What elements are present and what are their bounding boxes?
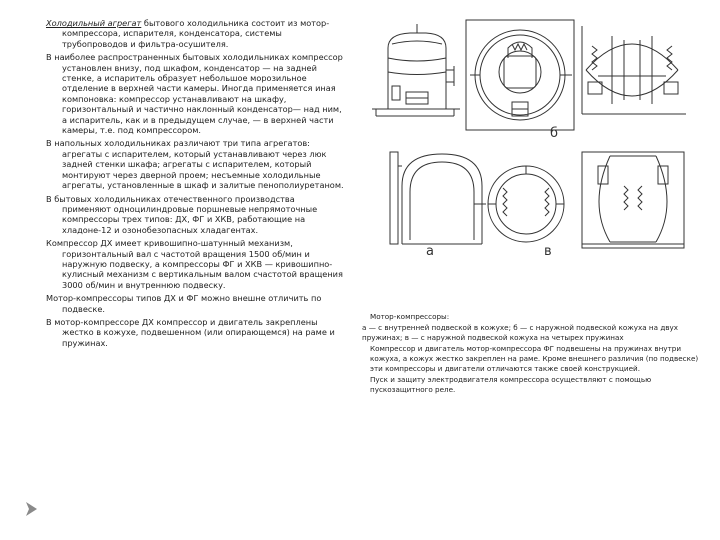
technical-drawing bbox=[362, 16, 692, 268]
paragraph-2: В наиболее распространенных бытовых холодильниках компрессор установлен внизу, под шкафом, конденсатор — на задней стенке, а испаритель образует небольшое морозильное отделение в верхней части камеры. Иногда применяется иная компоновка: компрессор устанавливают на шкафу, горизонтальный и частично наклонный конденсатор— над ним, а испаритель, как и в предыдущем случае, — в верхней части камеры, т.е. под компрессором. bbox=[46, 52, 343, 136]
caption-title: Мотор-компрессоры: bbox=[370, 312, 450, 321]
term-refrigeration-unit: Холодильный агрегат bbox=[46, 18, 142, 28]
main-text-column bbox=[46, 18, 346, 351]
figure-label-b: б bbox=[550, 126, 559, 141]
figure-caption bbox=[362, 312, 702, 396]
paragraph-3: В напольных холодильниках различают три типа агрегатов: агрегаты с испарителем, который устанавливают через люк задней стенки шкафа; агрегаты с испарителем, который монтируют через дверной проем; несъемные холодильные агрегаты, установленные в шкаф и залитые пенополиуретаном. bbox=[46, 138, 344, 191]
figure-label-a: а bbox=[426, 244, 434, 259]
caption-start-relay: Пуск и защиту электродвигателя компрессора осуществляют с помощью пускозащитного реле. bbox=[370, 375, 652, 394]
drawing-compressor-v bbox=[582, 152, 684, 248]
paragraph-5: Компрессор ДХ имеет кривошипно-шатунный механизм, горизонтальный вал с частотой вращения 1500 об/мин и наружную подвеску, а компрессоры ФГ и ХКВ — кривошипно-кулисный механизм с вертикальным валом счастотой вращения 3000 об/мин и внутреннюю подвеску. bbox=[46, 238, 343, 290]
paragraph-1-text: бытового холодильника состоит из мотор-компрессора, испарителя, конденсатора, системы трубопроводов и фильтра-осушителя. bbox=[62, 18, 330, 49]
drawing-compressor-side-view bbox=[372, 24, 460, 116]
drawing-compressor-springs-middle bbox=[488, 166, 564, 242]
paragraph-4: В бытовых холодильниках отечественного производства применяют одноцилиндровые поршневые непрямоточные компрессоры трех типов: ДХ, ФГ и ХКВ, работающие на хладоне-12 и озонобезопасных хладагентах. bbox=[46, 193, 318, 235]
next-slide-arrow-icon[interactable] bbox=[22, 500, 40, 518]
drawing-compressor-spring-b bbox=[582, 26, 686, 114]
paragraph-7: В мотор-компрессоре ДХ компрессор и двигатель закреплены жестко в кожухе, подвешенном (или опирающемся) на раме и пружинах. bbox=[46, 316, 335, 348]
drawing-compressor-top-view-b bbox=[466, 20, 574, 130]
drawing-compressor-a bbox=[390, 152, 486, 244]
caption-variants: а — с внутренней подвеской в кожухе; б — с наружной подвеской кожуха на двух пружинах; в — с наружной подвеской кожуха на четырех пружинах bbox=[362, 323, 679, 342]
paragraph-1 bbox=[46, 18, 346, 49]
figure-label-v: в bbox=[544, 244, 552, 259]
paragraph-6: Мотор-компрессоры типов ДХ и ФГ можно внешне отличить по подвеске. bbox=[46, 293, 322, 314]
motor-compressor-figures bbox=[362, 16, 692, 268]
caption-fg-description: Компрессор и двигатель мотор-компрессора ФГ подвешены на пружинах внутри кожуха, а кожух жестко закреплен на раме. Кроме внешнего различия (по подвеске) эти компрессоры и двигатели отличаются также своей конструкцией. bbox=[370, 344, 699, 373]
